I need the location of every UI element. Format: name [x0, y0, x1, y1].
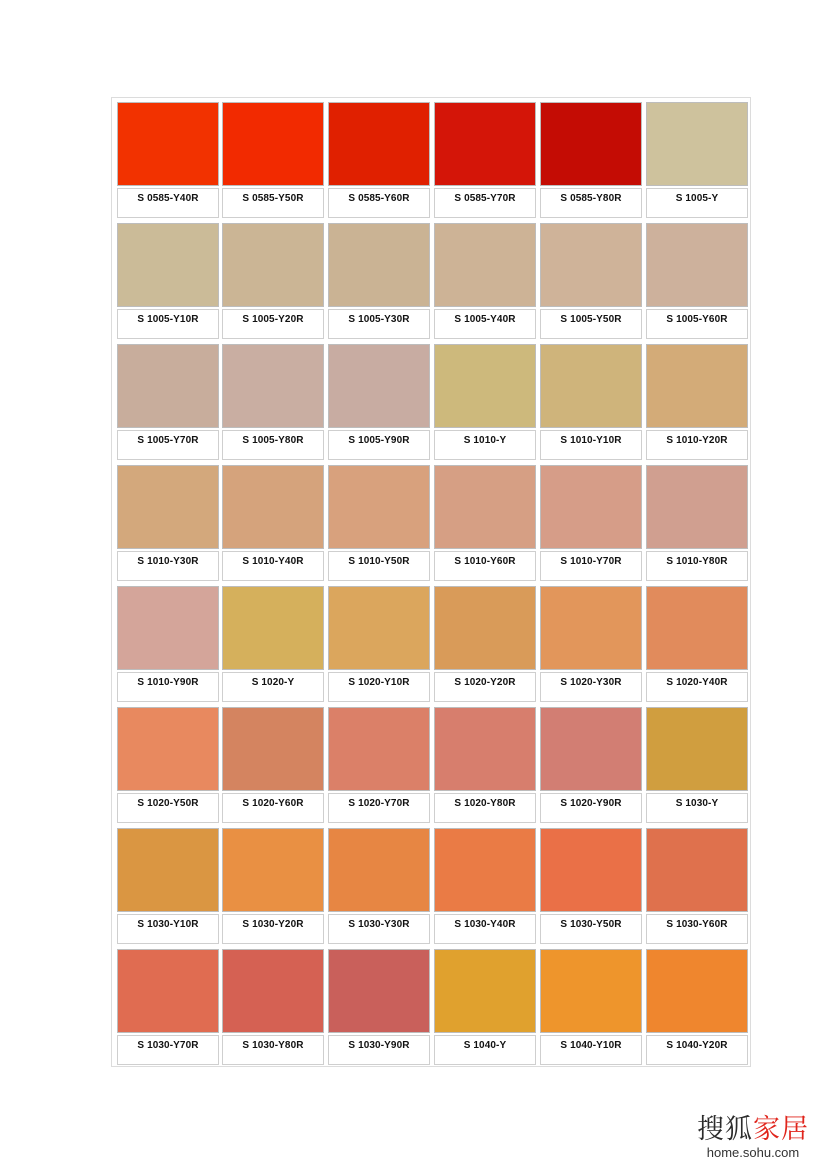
swatch-code-label: S 1005-Y40R: [434, 309, 536, 339]
swatch-code-label: S 1030-Y30R: [328, 914, 430, 944]
swatch-cell: [117, 828, 219, 946]
swatch-cell: [646, 344, 748, 462]
swatch-cell: [328, 223, 430, 341]
swatch-code-label: S 1020-Y70R: [328, 793, 430, 823]
color-swatch: [222, 949, 324, 1033]
color-swatch: [222, 344, 324, 428]
watermark-brand: [690, 1115, 816, 1145]
swatch-code-label: S 1005-Y70R: [117, 430, 219, 460]
swatch-code-label: S 0585-Y70R: [434, 188, 536, 218]
color-swatch-chart: [111, 97, 751, 1067]
swatch-cell: [540, 102, 642, 220]
swatch-cell: [646, 223, 748, 341]
swatch-code-label: S 0585-Y50R: [222, 188, 324, 218]
swatch-cell: [328, 102, 430, 220]
color-swatch: [540, 344, 642, 428]
swatch-code-label: S 1030-Y60R: [646, 914, 748, 944]
swatch-code-label: S 1010-Y20R: [646, 430, 748, 460]
swatch-code-label: S 1005-Y60R: [646, 309, 748, 339]
swatch-cell: [434, 949, 536, 1067]
swatch-code-label: S 1030-Y70R: [117, 1035, 219, 1065]
swatch-code-label: S 1030-Y10R: [117, 914, 219, 944]
color-swatch: [117, 344, 219, 428]
color-swatch: [328, 465, 430, 549]
color-swatch: [328, 949, 430, 1033]
swatch-code-label: S 1040-Y20R: [646, 1035, 748, 1065]
swatch-cell: [328, 828, 430, 946]
swatch-code-label: S 1020-Y60R: [222, 793, 324, 823]
color-swatch: [117, 465, 219, 549]
color-swatch: [434, 949, 536, 1033]
color-swatch: [117, 102, 219, 186]
swatch-cell: [117, 586, 219, 704]
color-swatch: [646, 102, 748, 186]
color-swatch: [434, 828, 536, 912]
swatch-code-label: S 1010-Y80R: [646, 551, 748, 581]
color-swatch: [540, 586, 642, 670]
swatch-cell: [434, 465, 536, 583]
swatch-code-label: S 0585-Y40R: [117, 188, 219, 218]
swatch-code-label: S 1030-Y80R: [222, 1035, 324, 1065]
swatch-cell: [540, 465, 642, 583]
swatch-code-label: S 1030-Y90R: [328, 1035, 430, 1065]
swatch-cell: [646, 949, 748, 1067]
swatch-cell: [222, 465, 324, 583]
sohu-watermark: [690, 1115, 816, 1163]
swatch-code-label: S 1030-Y50R: [540, 914, 642, 944]
swatch-code-label: S 1005-Y50R: [540, 309, 642, 339]
color-swatch: [222, 102, 324, 186]
swatch-cell: [434, 102, 536, 220]
swatch-code-label: S 1020-Y80R: [434, 793, 536, 823]
swatch-cell: [540, 707, 642, 825]
color-swatch: [540, 828, 642, 912]
swatch-code-label: S 1040-Y10R: [540, 1035, 642, 1065]
swatch-cell: [646, 465, 748, 583]
swatch-cell: [540, 223, 642, 341]
color-swatch: [328, 707, 430, 791]
color-swatch: [328, 828, 430, 912]
swatch-code-label: S 1020-Y20R: [434, 672, 536, 702]
swatch-cell: [222, 707, 324, 825]
swatch-cell: [222, 344, 324, 462]
swatch-code-label: S 1020-Y90R: [540, 793, 642, 823]
color-swatch: [646, 949, 748, 1033]
color-swatch: [434, 586, 536, 670]
color-swatch: [117, 586, 219, 670]
swatch-code-label: S 1010-Y70R: [540, 551, 642, 581]
color-swatch: [328, 344, 430, 428]
color-swatch: [117, 828, 219, 912]
swatch-cell: [117, 949, 219, 1067]
color-swatch: [540, 707, 642, 791]
swatch-code-label: S 1040-Y: [434, 1035, 536, 1065]
swatch-cell: [222, 828, 324, 946]
swatch-cell: [540, 949, 642, 1067]
swatch-code-label: S 0585-Y80R: [540, 188, 642, 218]
swatch-code-label: S 1010-Y10R: [540, 430, 642, 460]
swatch-cell: [434, 586, 536, 704]
swatch-code-label: S 1005-Y10R: [117, 309, 219, 339]
swatch-cell: [117, 707, 219, 825]
swatch-code-label: S 1005-Y30R: [328, 309, 430, 339]
swatch-cell: [222, 586, 324, 704]
swatch-code-label: S 1030-Y40R: [434, 914, 536, 944]
color-swatch: [646, 586, 748, 670]
color-swatch: [434, 707, 536, 791]
color-swatch: [222, 586, 324, 670]
color-swatch: [434, 223, 536, 307]
color-swatch: [434, 344, 536, 428]
swatch-cell: [222, 223, 324, 341]
swatch-cell: [117, 344, 219, 462]
swatch-cell: [434, 707, 536, 825]
swatch-cell: [434, 223, 536, 341]
color-swatch: [646, 828, 748, 912]
color-swatch: [434, 465, 536, 549]
swatch-cell: [646, 828, 748, 946]
swatch-cell: [434, 344, 536, 462]
swatch-cell: [646, 707, 748, 825]
swatch-cell: [646, 102, 748, 220]
color-swatch: [646, 344, 748, 428]
swatch-code-label: S 1010-Y: [434, 430, 536, 460]
swatch-cell: [540, 586, 642, 704]
swatch-code-label: S 1005-Y20R: [222, 309, 324, 339]
color-swatch: [117, 223, 219, 307]
swatch-code-label: S 1005-Y90R: [328, 430, 430, 460]
color-swatch: [328, 586, 430, 670]
swatch-code-label: S 0585-Y60R: [328, 188, 430, 218]
swatch-cell: [328, 707, 430, 825]
swatch-cell: [117, 465, 219, 583]
swatch-code-label: S 1020-Y10R: [328, 672, 430, 702]
swatch-code-label: S 1005-Y80R: [222, 430, 324, 460]
color-swatch: [646, 707, 748, 791]
color-swatch: [646, 465, 748, 549]
color-swatch: [540, 102, 642, 186]
swatch-code-label: S 1010-Y60R: [434, 551, 536, 581]
swatch-cell: [328, 344, 430, 462]
color-swatch: [540, 949, 642, 1033]
swatch-code-label: S 1030-Y: [646, 793, 748, 823]
color-swatch: [222, 223, 324, 307]
color-swatch: [328, 223, 430, 307]
color-swatch: [222, 707, 324, 791]
color-swatch: [328, 102, 430, 186]
swatch-code-label: S 1010-Y30R: [117, 551, 219, 581]
swatch-code-label: S 1020-Y30R: [540, 672, 642, 702]
swatch-code-label: S 1020-Y40R: [646, 672, 748, 702]
swatch-code-label: S 1020-Y50R: [117, 793, 219, 823]
swatch-cell: [117, 102, 219, 220]
swatch-code-label: S 1010-Y50R: [328, 551, 430, 581]
swatch-cell: [328, 465, 430, 583]
color-swatch: [434, 102, 536, 186]
color-swatch: [540, 223, 642, 307]
swatch-cell: [117, 223, 219, 341]
swatch-cell: [328, 586, 430, 704]
watermark-brand-part1: 搜狐: [697, 1114, 753, 1145]
watermark-brand-part2: 家居: [753, 1114, 809, 1145]
color-swatch: [646, 223, 748, 307]
swatch-code-label: S 1010-Y40R: [222, 551, 324, 581]
swatch-code-label: S 1010-Y90R: [117, 672, 219, 702]
color-swatch: [117, 949, 219, 1033]
swatch-cell: [540, 344, 642, 462]
swatch-cell: [646, 586, 748, 704]
color-swatch: [540, 465, 642, 549]
watermark-url: home.sohu.com: [706, 1145, 800, 1160]
color-swatch: [222, 465, 324, 549]
swatch-cell: [222, 949, 324, 1067]
swatch-cell: [222, 102, 324, 220]
swatch-code-label: S 1030-Y20R: [222, 914, 324, 944]
color-swatch: [117, 707, 219, 791]
swatch-cell: [434, 828, 536, 946]
swatch-cell: [328, 949, 430, 1067]
swatch-code-label: S 1020-Y: [222, 672, 324, 702]
swatch-code-label: S 1005-Y: [646, 188, 748, 218]
color-swatch: [222, 828, 324, 912]
swatch-cell: [540, 828, 642, 946]
